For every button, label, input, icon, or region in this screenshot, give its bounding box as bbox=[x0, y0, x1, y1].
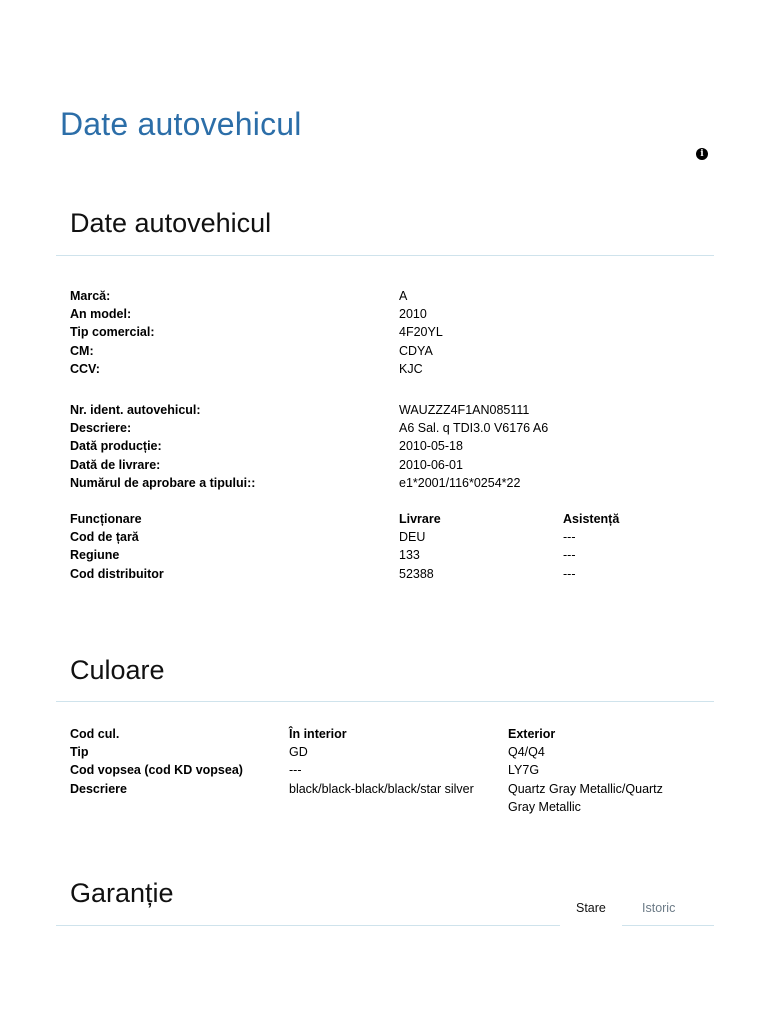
type-approval-value: e1*2001/116*0254*22 bbox=[399, 475, 521, 490]
color-description-label: Descriere bbox=[70, 781, 127, 796]
color-header-code: Cod cul. bbox=[70, 727, 120, 741]
vehicle-basic-info bbox=[70, 287, 690, 378]
brand-value: A bbox=[399, 289, 408, 303]
country-code-delivery: DEU bbox=[399, 530, 426, 545]
vehicle-section-title: Date autovehicul bbox=[70, 208, 272, 238]
paint-code-interior: --- bbox=[289, 763, 302, 778]
gearbox-code-row bbox=[70, 360, 690, 378]
production-date-label: Dată producție: bbox=[70, 439, 162, 454]
country-code-label: Cod de țară bbox=[70, 530, 139, 545]
color-table bbox=[70, 725, 710, 816]
color-type-label: Tip bbox=[70, 745, 89, 760]
type-approval-row bbox=[70, 474, 690, 492]
color-header-exterior: Exterior bbox=[508, 727, 556, 741]
color-header-interior: În interior bbox=[289, 727, 347, 741]
gearbox-code-label: CCV: bbox=[70, 361, 100, 376]
vehicle-identification-info bbox=[70, 401, 690, 492]
region-label: Regiune bbox=[70, 548, 120, 563]
functions-header-delivery: Livrare bbox=[399, 512, 441, 526]
model-year-label: An model: bbox=[70, 307, 132, 322]
description-value: A6 Sal. q TDI3.0 V6176 A6 bbox=[399, 421, 549, 436]
functions-header-row bbox=[70, 510, 710, 528]
warranty-section-title: Garanție bbox=[70, 878, 174, 908]
brand-row bbox=[70, 287, 690, 305]
functions-header-assistance: Asistență bbox=[563, 512, 620, 526]
production-date-row bbox=[70, 437, 690, 455]
tab-history-underline bbox=[622, 925, 714, 926]
color-section-title: Culoare bbox=[70, 655, 165, 685]
vin-label: Nr. ident. autovehicul: bbox=[70, 403, 201, 417]
warranty-section-divider bbox=[56, 925, 560, 926]
commercial-type-label: Tip comercial: bbox=[70, 325, 155, 340]
table-row bbox=[70, 528, 710, 546]
table-row bbox=[70, 761, 710, 779]
commercial-type-row bbox=[70, 323, 690, 341]
table-row bbox=[70, 565, 710, 583]
page-title: Date autovehicul bbox=[60, 106, 302, 142]
tab-status[interactable]: Stare bbox=[576, 901, 606, 915]
color-description-exterior: Quartz Gray Metallic/Quartz Gray Metallic bbox=[508, 781, 663, 814]
model-year-value: 2010 bbox=[399, 307, 427, 322]
distributor-code-assistance: --- bbox=[563, 566, 576, 581]
tab-history[interactable]: Istoric bbox=[642, 901, 676, 915]
country-code-assistance: --- bbox=[563, 530, 576, 545]
gearbox-code-value: KJC bbox=[399, 361, 423, 376]
distributor-code-label: Cod distribuitor bbox=[70, 566, 164, 581]
distributor-code-delivery: 52388 bbox=[399, 566, 434, 581]
commercial-type-value: 4F20YL bbox=[399, 325, 443, 340]
table-row bbox=[70, 546, 710, 564]
warranty-tabs bbox=[560, 898, 714, 926]
type-approval-label: Numărul de aprobare a tipului:: bbox=[70, 475, 256, 490]
color-type-exterior: Q4/Q4 bbox=[508, 745, 545, 760]
color-description-interior: black/black-black/black/star silver bbox=[289, 781, 474, 796]
color-header-row bbox=[70, 725, 710, 743]
functions-header-function: Funcționare bbox=[70, 512, 142, 526]
delivery-date-label: Dată de livrare: bbox=[70, 457, 161, 472]
info-icon[interactable]: i bbox=[696, 148, 708, 160]
description-label: Descriere: bbox=[70, 421, 132, 436]
color-type-interior: GD bbox=[289, 745, 308, 760]
region-assistance: --- bbox=[563, 548, 576, 563]
engine-code-value: CDYA bbox=[399, 343, 433, 358]
delivery-date-value: 2010-06-01 bbox=[399, 457, 463, 472]
paint-code-label: Cod vopsea (cod KD vopsea) bbox=[70, 763, 243, 778]
delivery-date-row bbox=[70, 456, 690, 474]
production-date-value: 2010-05-18 bbox=[399, 439, 463, 454]
functions-table bbox=[70, 510, 710, 583]
engine-code-label: CM: bbox=[70, 343, 94, 358]
table-row bbox=[70, 780, 710, 816]
engine-code-row bbox=[70, 342, 690, 360]
paint-code-exterior: LY7G bbox=[508, 763, 540, 778]
vin-value: WAUZZZ4F1AN085111 bbox=[399, 403, 530, 417]
vehicle-section-divider bbox=[56, 255, 714, 256]
color-section-divider bbox=[56, 701, 714, 702]
table-row bbox=[70, 743, 710, 761]
model-year-row bbox=[70, 305, 690, 323]
region-delivery: 133 bbox=[399, 548, 420, 563]
vin-row bbox=[70, 401, 690, 419]
description-row bbox=[70, 419, 690, 437]
brand-label: Marcă: bbox=[70, 289, 111, 303]
